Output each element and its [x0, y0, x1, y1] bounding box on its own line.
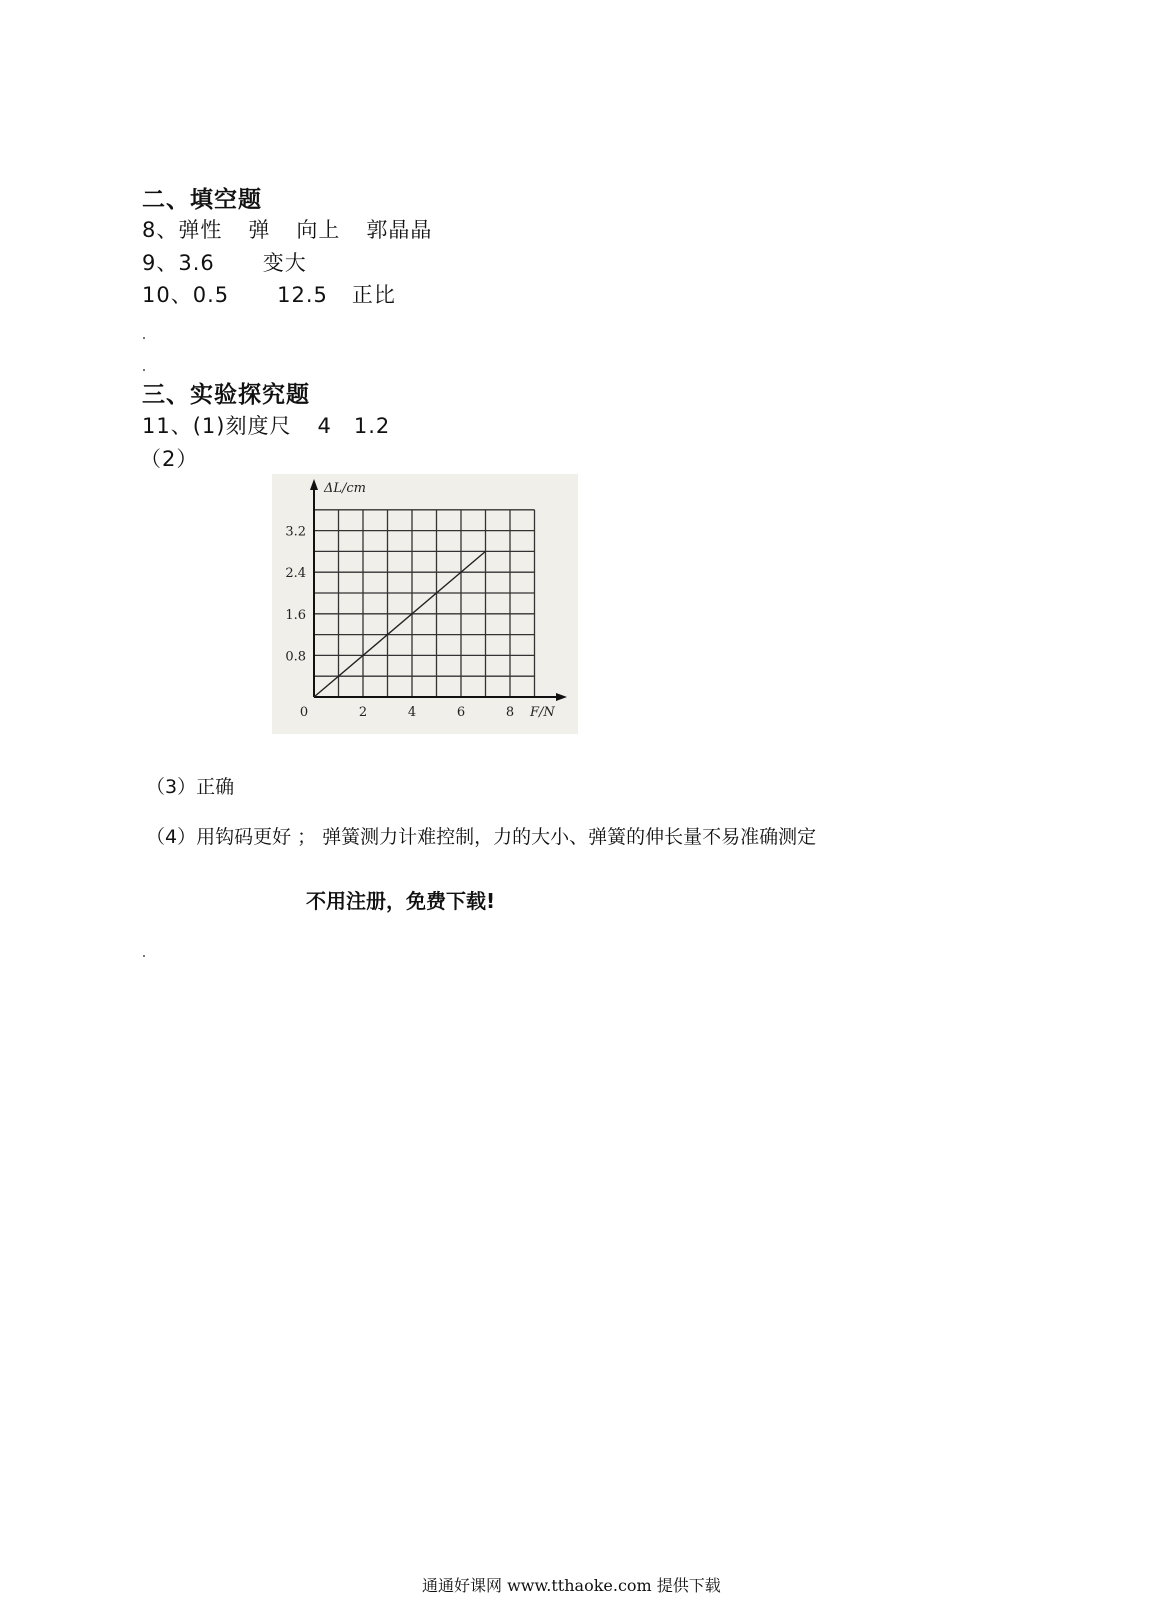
q9-answer-1: 3.6	[178, 251, 215, 275]
answer-line-q10	[142, 279, 396, 309]
q8-answer-2: 弹	[248, 218, 271, 242]
series-line	[314, 551, 486, 697]
x-tick-label: 8	[505, 705, 515, 720]
q11-number: 11、	[142, 414, 193, 438]
q10-answer-1: 0.5	[192, 283, 230, 307]
x-tick-label: 6	[456, 705, 466, 720]
y-axis-arrow	[310, 479, 318, 490]
x-axis-label: F/N	[530, 705, 555, 720]
y-tick-label: 2.4	[285, 566, 306, 582]
part-3-answer: 正确	[196, 776, 235, 798]
x-tick-label: 0	[299, 705, 309, 720]
answer-line-q9	[142, 247, 307, 277]
chart-canvas	[272, 474, 578, 734]
q11-answer-1: 4	[317, 414, 332, 438]
footer-credit: 通通好课网 www.tthaoke.com 提供下载	[422, 1576, 721, 1595]
x-tick-label: 2	[358, 705, 368, 720]
q8-number: 8、	[142, 218, 179, 242]
section-2-heading: 二、填空题	[142, 186, 262, 213]
q11-answer-2: 1.2	[353, 414, 391, 438]
q10-answer-2: 12.5	[277, 283, 328, 307]
answer-line-q11	[142, 410, 390, 440]
section-3-heading: 三、实验探究题	[142, 381, 310, 408]
stray-mark	[143, 337, 145, 339]
stray-mark	[143, 955, 145, 957]
spring-extension-chart	[272, 474, 578, 734]
q10-number: 10、	[142, 283, 193, 307]
part-3-label: （3）	[146, 776, 197, 798]
q8-answer-4: 郭晶晶	[366, 218, 433, 242]
q11-part-2-label: （2）	[140, 447, 199, 471]
stray-mark	[143, 369, 145, 371]
part-4-answer: 用钩码更好 ； 弹簧测力计难控制，力的大小、弹簧的伸长量不易准确测定	[196, 826, 817, 848]
q9-answer-2: 变大	[262, 251, 307, 275]
y-tick-label: 0.8	[285, 649, 306, 665]
q8-answer-1: 弹性	[178, 218, 223, 242]
q9-number: 9、	[142, 251, 179, 275]
answer-line-q11-part4	[146, 822, 816, 849]
part-4-label: （4）	[146, 826, 197, 848]
answer-line-q11-part3	[146, 772, 234, 799]
y-tick-label: 1.6	[285, 607, 306, 623]
answer-line-q8	[142, 214, 432, 244]
q10-answer-3: 正比	[351, 283, 396, 307]
free-download-notice: 不用注册，免费下载!	[306, 889, 496, 913]
q8-answer-3: 向上	[296, 218, 341, 242]
x-axis-arrow	[556, 693, 567, 701]
y-tick-label: 3.2	[285, 524, 306, 540]
x-tick-label: 4	[407, 705, 417, 720]
q11-part-1: (1)刻度尺	[192, 414, 292, 438]
y-axis-label: ΔL/cm	[324, 481, 367, 496]
